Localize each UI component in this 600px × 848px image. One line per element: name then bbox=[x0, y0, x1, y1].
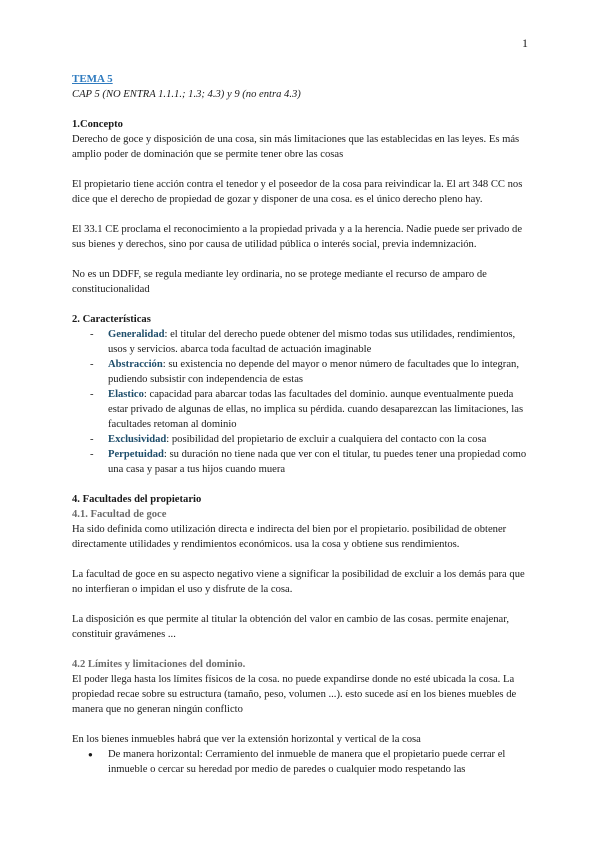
paragraph: El poder llega hasta los límites físicos de la cosa. no puede expandirse donde no esté ubicada la cosa. La propiedad recae sobre su estructura (tamaño, peso, volumen ...). esto sucede así en los bienes muebles de manera que no generan ningún conflicto bbox=[72, 674, 517, 715]
section-caracteristicas-title: 2. Características bbox=[72, 314, 151, 325]
section-facultades-title: 4. Facultades del propietario bbox=[72, 494, 202, 505]
chapter-note: CAP 5 (NO ENTRA 1.1.1.; 1.3; 4.3) y 9 (no entra 4.3) bbox=[72, 89, 301, 100]
paragraph: El 33.1 CE proclama el reconocimiento a la propiedad privada y a la herencia. Nadie puede ser privado de sus bienes y derechos, sino por causa de utilidad pública o interés social, previa indemnización. bbox=[72, 224, 523, 250]
list-item: - Abstracción: su existencia no depende del mayor o menor número de facultades que lo integran, pudiendo subsistir con independencia de estas bbox=[72, 357, 530, 387]
paragraph: Derecho de goce y disposición de una cosa, sin más limitaciones que las establecidas en las leyes. Es más amplio poder de dominación que se permite tener obre las cosas bbox=[72, 134, 520, 160]
document-body bbox=[72, 72, 530, 777]
subsection-limites-title: 4.2 Límites y limitaciones del dominio. bbox=[72, 659, 246, 670]
page-number: 1 bbox=[522, 36, 528, 50]
paragraph: No es un DDFF, se regula mediante ley ordinaria, no se protege mediante el recurso de amparo de constitucionalidad bbox=[72, 269, 487, 295]
list-item: - Generalidad: el titular del derecho puede obtener del mismo todas sus utilidades, rendimientos, usos y servicios. abarca toda facultad de actuación imaginable bbox=[72, 327, 530, 357]
paragraph: La facultad de goce en su aspecto negativo viene a significar la posibilidad de excluir a los demás para que no interfieran o impidan el uso y disfrute de la cosa. bbox=[72, 569, 525, 595]
list-item: ● De manera horizontal: Cerramiento del inmueble de manera que el propietario puede cerrar el inmueble o cercar su heredad por medio de paredes o cualquier modo respetando las bbox=[72, 747, 530, 777]
list-item: - Elastico: capacidad para abarcar todas las facultades del dominio. aunque eventualmente pueda estar privado de algunas de ellas, no implica su pérdida. cuando desaparezcan las limitaciones, las facultades retoman al dominio bbox=[72, 387, 530, 432]
subsection-goce-title: 4.1. Facultad de goce bbox=[72, 509, 167, 520]
list-item: - Perpetuidad: su duración no tiene nada que ver con el titular, tu puedes tener una propiedad como una casa y pasar a tus hijos cuando muera bbox=[72, 447, 530, 477]
paragraph: En los bienes inmuebles habrá que ver la extensión horizontal y vertical de la cosa bbox=[72, 734, 421, 745]
paragraph: El propietario tiene acción contra el tenedor y el poseedor de la cosa para reivindicar la. El art 348 CC nos dice que el derecho de propiedad de gozar y disponer de una cosa. es el único derecho pleno hay. bbox=[72, 179, 523, 205]
list-item: - Exclusividad: posibilidad del propietario de excluir a cualquiera del contacto con la cosa bbox=[72, 432, 530, 447]
bullet-list bbox=[72, 747, 530, 777]
characteristics-list bbox=[72, 327, 530, 477]
paragraph: Ha sido definida como utilización directa e indirecta del bien por el propietario. posibilidad de obtener directamente utilidades y rendimientos económicos. usa la cosa y obtiene sus rendimientos. bbox=[72, 524, 507, 550]
section-concepto-title: 1.Concepto bbox=[72, 119, 123, 130]
paragraph: La disposición es que permite al titular la obtención del valor en cambio de las cosas. permite enajenar, constituir gravámenes ... bbox=[72, 614, 510, 640]
topic-title: TEMA 5 bbox=[72, 73, 113, 85]
